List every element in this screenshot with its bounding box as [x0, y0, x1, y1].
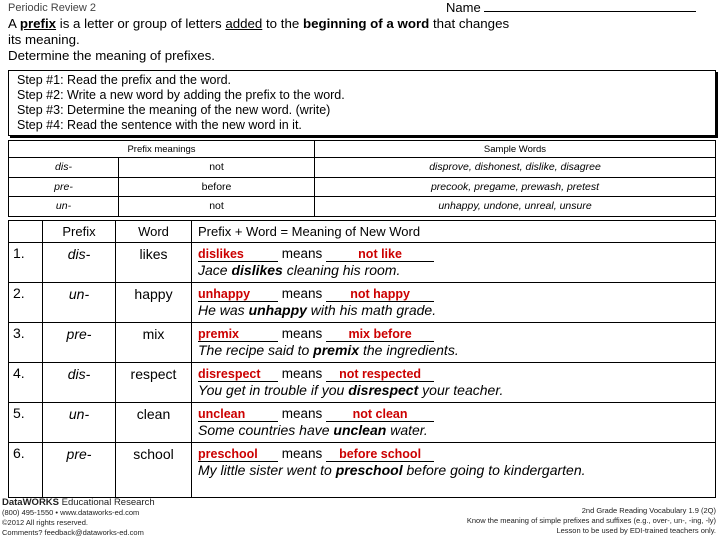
intro-line-1: A prefix is a letter or group of letters added to the beginning of a word that changes: [8, 16, 510, 31]
footer-lesson-info: [467, 506, 716, 536]
name-label: Name: [446, 0, 481, 15]
row-answer: [192, 363, 716, 403]
sample-words-title: Sample Words: [315, 141, 716, 158]
new-word-blank[interactable]: unclean: [198, 408, 278, 422]
prefix-meanings-table: [8, 140, 716, 217]
row-answer: [192, 403, 716, 443]
meaning-blank[interactable]: not respected: [326, 368, 434, 382]
new-word-blank[interactable]: dislikes: [198, 248, 278, 262]
prefix-header: Prefix: [43, 221, 116, 243]
name-field: [446, 0, 696, 15]
pm-prefix: pre-: [9, 177, 119, 197]
row-number: 1.: [9, 243, 43, 283]
publisher-logo: DataWORKS Educational Research: [2, 497, 155, 508]
row-answer: [192, 323, 716, 363]
row-number: 6.: [9, 443, 43, 498]
means-label: means: [281, 406, 323, 421]
row-word: happy: [116, 283, 192, 323]
pm-samples: precook, pregame, prewash, pretest: [315, 177, 716, 197]
pm-meaning: not: [119, 158, 315, 178]
row-number: 4.: [9, 363, 43, 403]
table-row: [9, 197, 716, 217]
means-label: means: [281, 366, 323, 381]
pm-samples: unhappy, undone, unreal, unsure: [315, 197, 716, 217]
table-row: [9, 403, 716, 443]
row-word: school: [116, 443, 192, 498]
row-word: likes: [116, 243, 192, 283]
name-line[interactable]: [484, 0, 696, 12]
footer-publisher: [2, 498, 155, 538]
pm-meaning: not: [119, 197, 315, 217]
pm-prefix: dis-: [9, 158, 119, 178]
practice-table: [8, 220, 716, 498]
new-word-blank[interactable]: disrespect: [198, 368, 278, 382]
example-sentence: The recipe said to premix the ingredients.: [198, 342, 459, 358]
review-title: Periodic Review 2: [8, 2, 97, 14]
new-word-blank[interactable]: preschool: [198, 448, 278, 462]
meaning-blank[interactable]: not happy: [326, 288, 434, 302]
step-1: Step #1: Read the prefix and the word.: [17, 73, 232, 87]
row-prefix: un-: [43, 403, 116, 443]
step-3: Step #3: Determine the meaning of the new word. (write): [17, 103, 331, 117]
step-2: Step #2: Write a new word by adding the prefix to the word.: [17, 88, 345, 102]
means-label: means: [281, 286, 323, 301]
prefix-meanings-header: [9, 141, 716, 158]
row-prefix: pre-: [43, 323, 116, 363]
example-sentence: Some countries have unclean water.: [198, 422, 428, 438]
row-word: clean: [116, 403, 192, 443]
example-sentence: He was unhappy with his math grade.: [198, 302, 437, 318]
example-sentence: Jace dislikes cleaning his room.: [198, 262, 401, 278]
meaning-blank[interactable]: mix before: [326, 328, 434, 342]
intro-line-2: its meaning.: [8, 32, 80, 47]
lesson-note: Lesson to be used by EDI-trained teachers only.: [556, 526, 716, 535]
table-row: [9, 283, 716, 323]
row-word: mix: [116, 323, 192, 363]
table-row: [9, 363, 716, 403]
num-header: [9, 221, 43, 243]
table-row: [9, 158, 716, 178]
row-answer: [192, 443, 716, 498]
word-header: Word: [116, 221, 192, 243]
practice-header: [9, 221, 716, 243]
row-number: 5.: [9, 403, 43, 443]
row-number: 3.: [9, 323, 43, 363]
new-word-blank[interactable]: unhappy: [198, 288, 278, 302]
means-label: means: [281, 326, 323, 341]
row-number: 2.: [9, 283, 43, 323]
meaning-blank[interactable]: before school: [326, 448, 434, 462]
means-label: means: [281, 246, 323, 261]
pm-meaning: before: [119, 177, 315, 197]
table-row: [9, 177, 716, 197]
example-sentence: My little sister went to preschool before going to kindergarten.: [198, 462, 586, 478]
grade-label: 2nd Grade Reading Vocabulary 1.9 (2Q): [581, 506, 716, 515]
intro-line-3: Determine the meaning of prefixes.: [8, 48, 215, 63]
row-prefix: dis-: [43, 363, 116, 403]
row-answer: [192, 243, 716, 283]
example-sentence: You get in trouble if you disrespect your teacher.: [198, 382, 504, 398]
copyright: ©2012 All rights reserved.: [2, 518, 88, 527]
pm-samples: disprove, dishonest, dislike, disagree: [315, 158, 716, 178]
prefix-meanings-title: Prefix meanings: [9, 141, 315, 158]
row-word: respect: [116, 363, 192, 403]
feedback-contact: Comments? feedback@dataworks-ed.com: [2, 528, 144, 537]
publisher-contact: (800) 495-1550 • www.dataworks-ed.com: [2, 508, 140, 517]
pm-prefix: un-: [9, 197, 119, 217]
table-row: [9, 243, 716, 283]
meaning-blank[interactable]: not like: [326, 248, 434, 262]
table-row: [9, 443, 716, 498]
meaning-header: Prefix + Word = Meaning of New Word: [192, 221, 716, 243]
intro-text: [8, 16, 568, 64]
table-row: [9, 323, 716, 363]
new-word-blank[interactable]: premix: [198, 328, 278, 342]
row-prefix: pre-: [43, 443, 116, 498]
row-answer: [192, 283, 716, 323]
steps-box: [8, 70, 716, 136]
row-prefix: dis-: [43, 243, 116, 283]
means-label: means: [281, 446, 323, 461]
meaning-blank[interactable]: not clean: [326, 408, 434, 422]
row-prefix: un-: [43, 283, 116, 323]
standard-text: Know the meaning of simple prefixes and suffixes (e.g., over-, un-, -ing, -ly): [466, 516, 716, 525]
step-4: Step #4: Read the sentence with the new word in it.: [17, 118, 302, 132]
